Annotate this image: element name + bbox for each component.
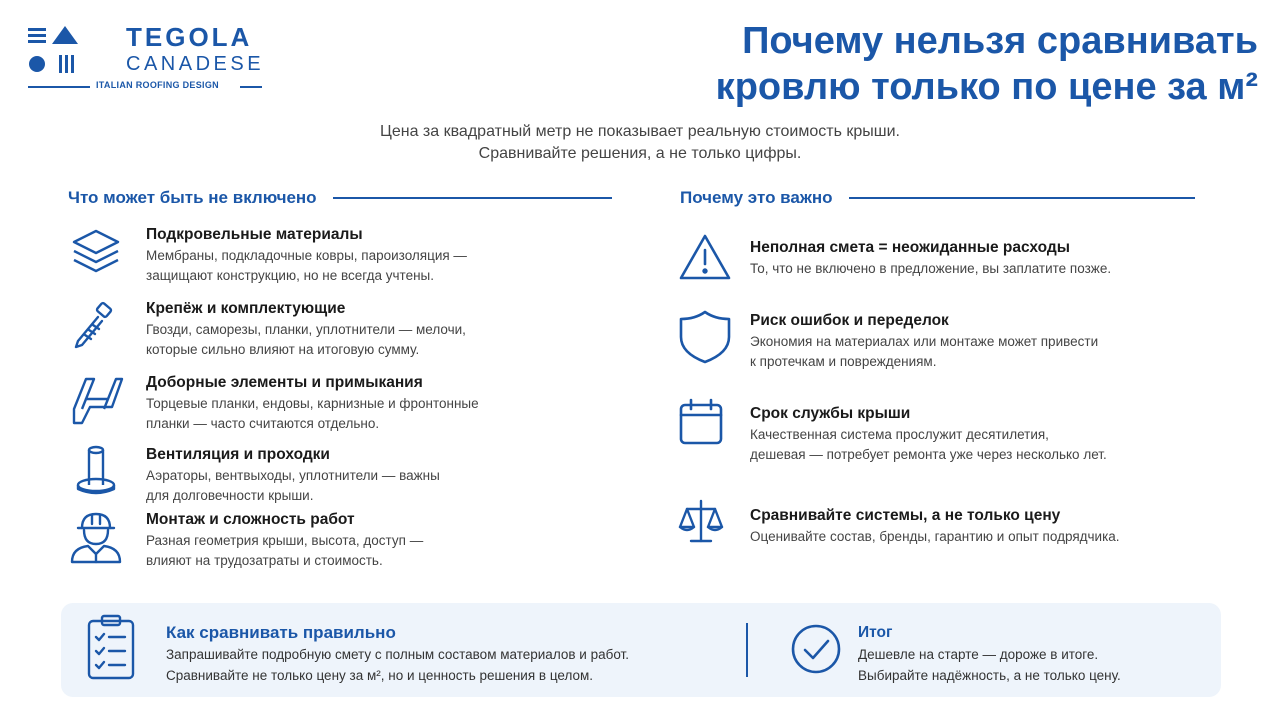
left-item-desc-line1: Торцевые планки, ендовы, карнизные и фронтонные	[146, 396, 479, 411]
right-item-desc-line1: То, что не включено в предложение, вы заплатите позже.	[750, 261, 1112, 276]
left-item-trim	[68, 373, 479, 434]
logo-rule-left	[28, 86, 90, 88]
right-item-desc-line2: дешевая — потребует ремонта уже через несколько лет.	[750, 447, 1107, 462]
right-section-rule	[849, 197, 1195, 199]
right-item-desc-line2: к протечкам и повреждениям.	[750, 354, 937, 369]
checklist-icon	[86, 613, 136, 681]
conclusion-title: Итог	[858, 624, 893, 641]
panel-divider	[746, 623, 748, 677]
right-item-compare-systems	[677, 497, 1120, 553]
vent-icon	[68, 445, 124, 501]
subtitle-line2: Сравнивайте решения, а не только цифры.	[478, 145, 802, 162]
brand-logo	[28, 22, 268, 94]
left-item-title: Вентиляция и проходки	[146, 446, 330, 463]
how-to-compare-line1: Запрашивайте подробную смету с полным составом материалов и работ.	[166, 647, 629, 662]
right-item-desc-line1: Качественная система прослужит десятилетия,	[750, 427, 1049, 442]
left-section-header	[68, 187, 612, 209]
right-section-header	[680, 187, 1195, 209]
check-circle-icon	[790, 623, 842, 675]
left-item-desc-line1: Гвозди, саморезы, планки, уплотнители — мелочи,	[146, 322, 466, 337]
right-item-title: Риск ошибок и переделок	[750, 312, 949, 329]
left-item-installation	[68, 510, 423, 571]
right-item-desc-line1: Оценивайте состав, бренды, гарантию и опыт подрядчика.	[750, 529, 1120, 544]
logo-rule-right	[240, 86, 262, 88]
brand-name-line2: CANADESE	[126, 53, 265, 75]
left-item-desc-line2: влияют на трудозатраты и стоимость.	[146, 553, 383, 568]
right-item-title: Срок службы крыши	[750, 405, 911, 422]
left-item-underlay	[68, 225, 467, 286]
warning-icon	[677, 232, 733, 288]
left-item-desc-line1: Разная геометрия крыши, высота, доступ —	[146, 533, 424, 548]
brand-name-line1: TEGOLA	[126, 22, 253, 52]
left-item-title: Крепёж и комплектующие	[146, 300, 346, 317]
left-item-desc-line2: защищают конструкцию, но не всегда учтены.	[146, 268, 434, 283]
conclusion-line1: Дешевле на старте — дороже в итоге.	[858, 647, 1099, 662]
worker-icon	[68, 510, 124, 566]
shield-icon	[677, 309, 733, 365]
right-item-desc-line1: Экономия на материалах или монтаже может привести	[750, 334, 1099, 349]
left-item-desc-line2: планки — часто считаются отдельно.	[146, 416, 380, 431]
title-line2: кровлю только по цене за м²	[715, 66, 1258, 108]
layers-icon	[68, 225, 124, 281]
left-item-title: Монтаж и сложность работ	[146, 511, 355, 528]
left-item-ventilation	[68, 445, 440, 506]
left-item-desc-line1: Мембраны, подкладочные ковры, пароизоляция —	[146, 248, 467, 263]
conclusion-block	[858, 622, 1121, 686]
right-item-incomplete-estimate	[677, 232, 1111, 288]
logo-mark-icon	[28, 24, 86, 74]
how-to-compare-title: Как сравнивать правильно	[166, 623, 396, 642]
how-to-compare-block	[166, 622, 629, 686]
left-section-rule	[333, 197, 612, 199]
subtitle-line1: Цена за квадратный метр не показывает реальную стоимость крыши.	[380, 123, 900, 140]
right-section-title: Почему это важно	[680, 188, 833, 207]
screw-icon	[68, 299, 124, 355]
calendar-icon	[677, 397, 733, 453]
scales-icon	[677, 497, 733, 553]
page-title	[618, 18, 1258, 110]
how-to-compare-line2: Сравнивайте не только цену за м², но и ценность решения в целом.	[166, 668, 594, 683]
left-item-desc-line2: которые сильно влияют на итоговую сумму.	[146, 342, 420, 357]
left-section-title: Что может быть не включено	[68, 188, 317, 207]
title-line1: Почему нельзя сравнивать	[742, 20, 1258, 62]
left-item-fasteners	[68, 299, 466, 360]
brand-tagline: ITALIAN ROOFING DESIGN	[96, 80, 219, 90]
left-item-desc-line2: для долговечности крыши.	[146, 488, 314, 503]
right-item-service-life	[677, 397, 1107, 465]
summary-panel	[61, 603, 1221, 697]
left-item-title: Доборные элементы и примыкания	[146, 374, 423, 391]
right-item-title: Сравнивайте системы, а не только цену	[750, 507, 1061, 524]
right-item-rework-risk	[677, 309, 1098, 372]
conclusion-line2: Выбирайте надёжность, а не только цену.	[858, 668, 1121, 683]
page-subtitle	[0, 121, 1280, 165]
right-item-title: Неполная смета = неожиданные расходы	[750, 239, 1071, 256]
profile-icon	[68, 373, 124, 429]
left-item-desc-line1: Аэраторы, вентвыходы, уплотнители — важны	[146, 468, 440, 483]
left-item-title: Подкровельные материалы	[146, 226, 363, 243]
